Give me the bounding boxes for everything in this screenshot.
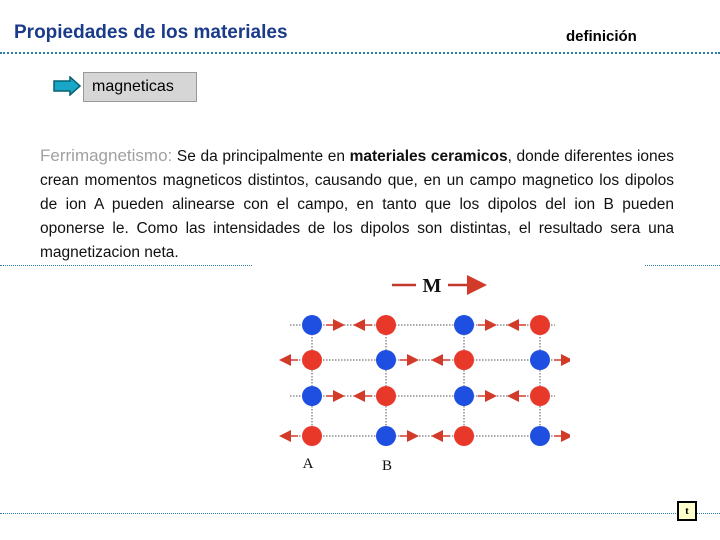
section-label: definición	[566, 28, 637, 45]
ion-b	[376, 315, 396, 335]
ion-a	[530, 426, 550, 446]
divider	[0, 265, 252, 266]
field-label: M	[422, 275, 442, 297]
ion-label-b: B	[381, 458, 393, 474]
definition-paragraph	[40, 144, 674, 265]
divider	[645, 265, 720, 266]
dipole-lattice	[282, 315, 570, 446]
ion-b	[530, 315, 550, 335]
ion-a	[530, 350, 550, 370]
divider	[0, 513, 720, 514]
topic-tag: magneticas	[83, 72, 197, 102]
term-label: Ferrimagnetismo:	[40, 146, 173, 165]
ion-b	[302, 426, 322, 446]
nav-button[interactable]: t	[677, 501, 697, 521]
ion-a	[454, 386, 474, 406]
ion-b	[376, 386, 396, 406]
ion-b	[302, 350, 322, 370]
ion-b	[530, 386, 550, 406]
paragraph-text: Se da principalmente en	[172, 148, 350, 165]
page-title: Propiedades de los materiales	[14, 22, 288, 43]
divider	[0, 52, 720, 54]
ion-a	[454, 315, 474, 335]
ferrimagnetic-dipole-diagram	[270, 268, 570, 478]
ion-b	[454, 350, 474, 370]
right-arrow-icon	[53, 76, 81, 96]
ion-a	[302, 386, 322, 406]
ion-a	[376, 426, 396, 446]
paragraph-bold: materiales ceramicos	[349, 148, 508, 165]
ion-b	[454, 426, 474, 446]
ion-label-a: A	[302, 456, 314, 472]
ion-a	[302, 315, 322, 335]
paragraph-text-2: , donde diferentes iones crean momentos magneticos distintos, causando que, en un campo magnetico los dipolos de ion A pueden alinearse con el campo, en tanto que los dipolos del ion B pueden oponerse le. Como las intensidades de los dipolos son distintas, el resultado sera una magnetizacion neta.	[40, 148, 674, 261]
ion-a	[376, 350, 396, 370]
